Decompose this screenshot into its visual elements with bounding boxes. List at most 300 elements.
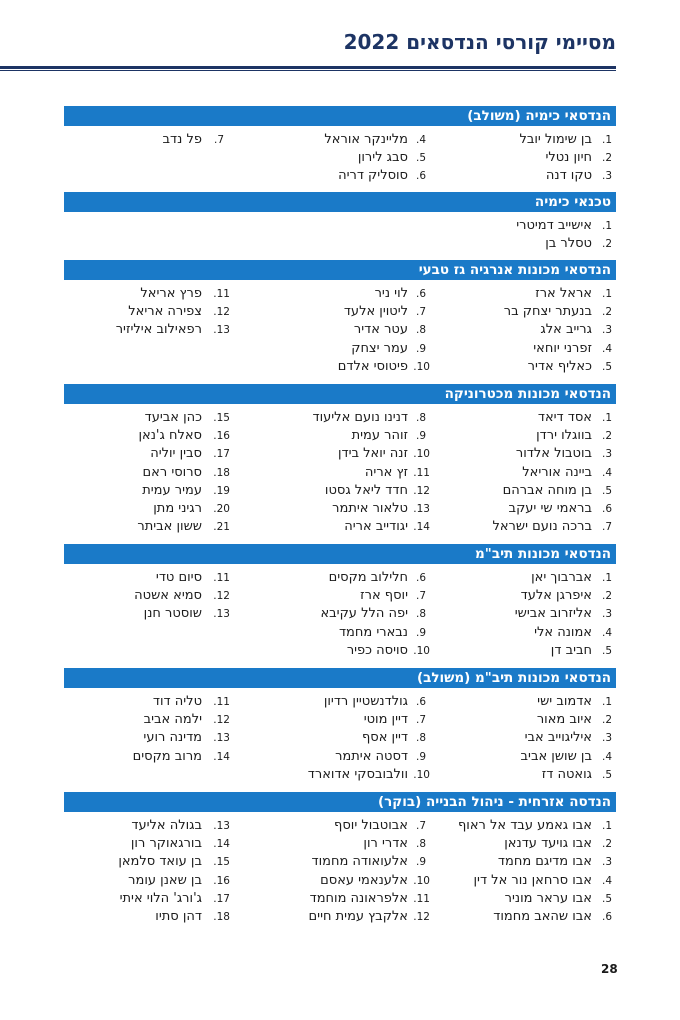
graduate-name: ג'ורג' הלוי איתי [119,890,202,906]
section-header: טכנאי כימיה [64,192,616,212]
entry-number: 3. [602,856,613,869]
graduate-name: דסטה איתמר [335,748,408,764]
graduate-entry [64,409,230,427]
entry-number: 13. [213,732,230,745]
entry-number: 2. [602,430,613,443]
graduate-name: בנעתר יצחק בר [503,304,592,320]
entry-number: 12. [413,910,430,923]
entry-number: 8. [416,732,427,745]
graduate-entry [64,817,230,835]
entry-number: 7. [416,306,427,319]
graduate-name: עמר יצחק [351,340,408,356]
entry-number: 8. [416,412,427,424]
graduate-name: אבו סרחאן נור אל דין [473,872,592,888]
graduate-name: בן שימול יובל [519,132,592,147]
entry-number: 1. [602,134,613,146]
graduate-name: בראמי שי יעקב [508,500,592,516]
entry-number: 11. [413,892,430,905]
name-column [432,817,616,926]
graduate-entry [64,908,230,926]
graduate-name: בן מוחה אברהם [502,482,592,498]
graduate-entry [234,766,430,784]
entry-number: 8. [416,608,427,621]
entry-number: 11. [213,696,230,708]
graduate-entry [64,131,230,149]
course-section [64,544,616,664]
page-title: מסיימי קורסי הנדסאים 2022 [343,30,616,54]
graduate-entry [64,872,230,890]
graduate-entry [432,729,616,747]
graduate-name: סבג לירון [357,150,408,166]
graduate-name: סיום טדי [155,570,202,585]
section-columns [64,212,616,252]
entry-number: 2. [602,152,613,165]
course-section [64,792,616,930]
name-column [234,817,430,926]
name-column [64,285,230,340]
graduate-name: אברבוך יאן [531,570,592,585]
entry-number: 2. [602,590,613,603]
graduate-entry [234,693,430,711]
graduate-name: דיין אסף [361,730,408,746]
graduate-name: ששון אביתר [137,519,202,535]
graduate-name: צפירה אריאל [128,304,202,320]
graduate-name: רפאילוב איליזיר [115,322,202,338]
graduate-entry [234,642,430,660]
graduate-name: בגולה אליעד [131,818,202,833]
graduate-entry [234,624,430,642]
graduate-name: טסלר בן [545,236,592,252]
graduate-entry [432,766,616,784]
graduate-entry [432,464,616,482]
graduate-entry [432,642,616,660]
graduate-entry [432,131,616,149]
entry-number: 3. [602,448,613,461]
entry-number: 11. [413,466,430,479]
graduate-entry [432,235,616,253]
graduate-name: יפה הלל עקיבא [320,606,408,622]
section-header: הנדסאי מכונות תיב"מ (משולב) [64,668,616,688]
graduate-name: חביב דן [550,642,592,658]
graduate-name: חיון נטלי [545,150,592,166]
graduate-entry [64,587,230,605]
name-column [432,131,616,186]
entry-number: 9. [416,626,427,639]
entry-number: 4. [602,874,613,887]
entry-number: 3. [602,324,613,337]
entry-number: 11. [213,288,230,300]
course-section [64,384,616,540]
graduate-name: אבו מדיגם מחמד [497,854,592,870]
entry-number: 3. [602,608,613,621]
graduate-entry [234,729,430,747]
name-column [234,131,430,186]
graduate-name: טלאור איתמר [332,500,408,516]
graduate-name: אסד דיאד [537,410,592,425]
graduate-entry [234,321,430,339]
entry-number: 14. [213,750,230,763]
graduate-name: אדמוב ישי [537,694,592,709]
graduate-entry [64,518,230,536]
graduate-name: סמיא אשטה [134,588,202,604]
graduate-entry [234,131,430,149]
graduate-entry [64,569,230,587]
entry-number: 4. [602,342,613,355]
graduate-name: בן שאנן עומר [128,872,202,888]
graduate-entry [432,149,616,167]
graduate-name: אבו גאמע עבד אל ראוף [457,818,592,833]
graduate-name: זפרני יוחאי [533,340,592,356]
graduate-name: דנינו נועם אליעוד [312,410,408,425]
graduate-name: פיטוסי אלדם [337,358,408,374]
entry-number: 2. [602,306,613,319]
entry-number: 6. [416,572,427,584]
graduate-entry [234,409,430,427]
graduate-entry [64,853,230,871]
entry-number: 9. [416,430,427,443]
entry-number: 7. [416,714,427,727]
graduate-entry [432,409,616,427]
graduate-name: בן שושן אביב [520,748,592,764]
graduate-entry [234,748,430,766]
graduate-entry [432,587,616,605]
graduate-name: גואטה דז [541,766,592,782]
graduate-entry [64,748,230,766]
graduate-entry [234,445,430,463]
graduate-name: אלפראונה מוחמד [309,890,408,906]
name-column [64,409,230,536]
name-column [234,693,430,784]
graduate-name: בווגלו ירדן [536,428,592,444]
entry-number: 12. [413,484,430,497]
graduate-entry [64,482,230,500]
entry-number: 12. [213,590,230,603]
graduate-name: חלילוב מקסים [328,570,408,585]
entry-number: 11. [213,572,230,584]
graduate-name: איוב מאור [536,712,592,728]
graduate-name: בוטבול אלדור [515,446,592,462]
graduate-entry [64,835,230,853]
graduate-entry [64,890,230,908]
graduate-name: בן עואד סלמאן [118,854,202,870]
entry-number: 4. [602,626,613,639]
entry-number: 3. [602,170,613,183]
graduate-name: יגודייב אריה [344,519,408,535]
graduate-name: טקו דנה [545,168,592,184]
graduate-name: חדד ליאל גסטו [324,482,408,498]
entry-number: 17. [213,448,230,461]
title-underline [0,66,616,69]
name-column [234,569,430,660]
entry-number: 1. [602,572,613,584]
entry-number: 9. [416,750,427,763]
graduate-entry [432,167,616,185]
entry-number: 5. [602,360,613,373]
graduate-name: סרוסי ראם [142,464,202,480]
course-section [64,106,616,184]
graduate-entry [64,464,230,482]
entry-number: 1. [602,820,613,832]
graduate-name: עמיר עמית [142,482,202,498]
entry-number: 10. [413,768,430,781]
entry-number: 9. [416,342,427,355]
graduate-entry [64,285,230,303]
graduate-name: מליינקר אוראל [324,132,408,147]
section-columns [64,280,616,380]
graduate-entry [64,711,230,729]
section-columns [64,564,616,664]
entry-number: 8. [416,324,427,337]
graduate-name: אישייב דמיטרי [516,218,592,233]
graduate-entry [234,605,430,623]
graduate-entry [234,149,430,167]
graduate-name: שוסטר חנן [143,606,202,622]
section-header: הנדסאי כימיה (משולב) [64,106,616,126]
entry-number: 17. [213,892,230,905]
graduate-name: נבארי מחמד [338,624,408,640]
graduate-name: אמונה אלי [534,624,592,640]
entry-number: 8. [416,838,427,851]
name-column [432,217,616,253]
graduate-entry [432,569,616,587]
entry-number: 6. [416,288,427,300]
graduate-name: עטר אדיר [353,322,408,338]
graduate-entry [64,693,230,711]
name-column [64,569,230,624]
section-header: הנדסה אזרחית - ניהול הבנייה (בוקר) [64,792,616,812]
entry-number: 20. [213,502,230,515]
graduate-entry [64,321,230,339]
graduate-entry [432,605,616,623]
graduate-name: סבין יוליה [150,446,202,462]
entry-number: 7. [416,590,427,603]
graduate-entry [432,340,616,358]
entry-number: 5. [602,484,613,497]
graduate-name: אדרי רון [363,836,408,852]
entry-number: 14. [213,838,230,851]
graduate-name: זץ אריה [364,464,408,480]
entry-number: 1. [602,220,613,232]
section-header: הנדסאי מכונות אנרגיה גז טבעי [64,260,616,280]
graduate-entry [234,817,430,835]
entry-number: 4. [602,466,613,479]
name-column [432,285,616,376]
entry-number: 12. [213,306,230,319]
graduate-entry [432,872,616,890]
graduate-entry [432,748,616,766]
name-column [432,693,616,784]
entry-number: 6. [602,502,613,515]
graduate-entry [432,321,616,339]
graduate-entry [234,482,430,500]
entry-number: 1. [602,412,613,424]
name-column [432,409,616,536]
entry-number: 1. [602,288,613,300]
entry-number: 4. [602,750,613,763]
graduate-entry [234,167,430,185]
graduate-entry [234,464,430,482]
graduate-entry [432,817,616,835]
entry-number: 5. [602,644,613,657]
entry-number: 15. [213,856,230,869]
graduate-name: סויסה כפיר [346,642,408,658]
graduate-name: אלעואודה מחמוד [311,854,408,870]
course-section [64,668,616,788]
graduate-entry [432,518,616,536]
entry-number: 16. [213,874,230,887]
entry-number: 10. [413,644,430,657]
entry-number: 1. [602,696,613,708]
entry-number: 5. [602,892,613,905]
section-columns [64,688,616,788]
section-header: הנדסאי מכונות מכטרוניקה [64,384,616,404]
name-column [64,817,230,926]
entry-number: 10. [413,874,430,887]
graduate-entry [432,711,616,729]
graduate-name: דהן סתיו [155,908,202,924]
entry-number: 9. [416,856,427,869]
graduate-name: פרץ אריאל [140,286,202,301]
entry-number: 19. [213,484,230,497]
graduate-entry [64,427,230,445]
name-column [64,131,230,149]
graduate-name: פל נדב [162,132,202,147]
graduate-name: טליה דוד [152,694,202,709]
entry-number: 21. [213,521,230,534]
course-section [64,192,616,252]
graduate-entry [234,340,430,358]
entry-number: 3. [602,732,613,745]
entry-number: 4. [416,134,427,146]
entry-number: 5. [602,768,613,781]
graduate-name: אבוטבול יוסף [334,818,408,833]
graduate-name: אליזרוב אבישי [514,606,592,622]
graduate-name: סוסליק דריה [338,168,408,184]
entry-number: 18. [213,466,230,479]
name-column [432,569,616,660]
title-underline-thin [0,70,616,71]
graduate-name: ברכה נועם ישראל [492,519,592,535]
graduate-name: ילמה אביב [143,712,202,728]
entry-number: 5. [416,152,427,165]
graduate-name: אלענאמי עאסם [320,872,408,888]
name-column [64,693,230,766]
graduate-entry [432,624,616,642]
entry-number: 6. [416,170,427,183]
graduate-entry [432,500,616,518]
graduate-name: איליגוייב אבי [524,730,592,746]
entry-number: 16. [213,430,230,443]
graduate-entry [432,835,616,853]
graduate-name: אבו עראר מוניר [504,890,592,906]
name-column [234,409,430,536]
graduate-entry [432,482,616,500]
graduate-name: גרייב אלג [540,322,592,338]
graduate-entry [234,500,430,518]
graduate-entry [432,358,616,376]
graduate-name: סאלח ג'נאן [138,428,202,444]
graduate-entry [64,729,230,747]
graduate-entry [234,587,430,605]
entry-number: 13. [213,324,230,337]
entry-number: 7. [416,820,427,832]
graduate-name: בורגאוקר רון [130,836,202,852]
graduate-name: אלקבץ עמית חיים [308,908,408,924]
graduate-name: גולדנשטיין רדיון [323,694,408,709]
graduate-entry [64,500,230,518]
section-columns [64,404,616,540]
graduate-name: ליטוין אלעד [343,304,408,320]
graduate-entry [64,303,230,321]
section-columns [64,126,616,184]
course-section [64,260,616,380]
graduate-entry [234,303,430,321]
section-columns [64,812,616,930]
graduate-name: זנה יואל בידן [337,446,408,462]
graduate-entry [432,890,616,908]
graduate-entry [234,872,430,890]
entry-number: 10. [413,360,430,373]
graduate-entry [234,569,430,587]
graduate-name: כאליף אדיר [527,358,592,374]
graduate-entry [432,853,616,871]
graduate-name: דיין מוטי [363,712,408,728]
graduate-name: לוי ניר [374,286,408,301]
graduate-entry [234,285,430,303]
name-column [234,285,430,376]
graduate-name: רגיני מתן [153,500,202,516]
entry-number: 13. [213,608,230,621]
graduate-entry [234,711,430,729]
graduate-name: אבו גויעד עדנאן [504,836,592,852]
entry-number: 2. [602,714,613,727]
entry-number: 12. [213,714,230,727]
graduate-name: כהן אביעד [144,410,202,425]
graduate-entry [234,427,430,445]
graduate-entry [64,445,230,463]
graduate-entry [234,890,430,908]
graduate-name: אראל ארז [535,286,592,301]
entry-number: 6. [602,910,613,923]
entry-number: 6. [416,696,427,708]
entry-number: 18. [213,910,230,923]
graduate-entry [234,518,430,536]
graduate-entry [234,853,430,871]
graduate-name: מדינה רועי [143,730,202,746]
graduate-name: איפרגן אלעד [520,588,592,604]
entry-number: 7. [214,134,225,146]
graduate-name: מרוב מקסים [132,748,202,764]
graduate-name: זוהר עמית [351,428,408,444]
graduate-entry [432,427,616,445]
graduate-entry [432,285,616,303]
graduate-entry [432,303,616,321]
entry-number: 2. [602,238,613,251]
graduate-entry [234,358,430,376]
graduate-entry [432,908,616,926]
graduate-entry [432,445,616,463]
entry-number: 13. [213,820,230,832]
entry-number: 10. [413,448,430,461]
section-header: הנדסאי מכונות תיב"מ [64,544,616,564]
graduate-entry [432,693,616,711]
graduate-entry [432,217,616,235]
graduate-entry [64,605,230,623]
entry-number: 14. [413,521,430,534]
graduate-name: ביינה אוריאל [522,464,592,480]
page-number: 28 [601,962,618,976]
graduate-name: יוסף ארז [360,588,408,604]
